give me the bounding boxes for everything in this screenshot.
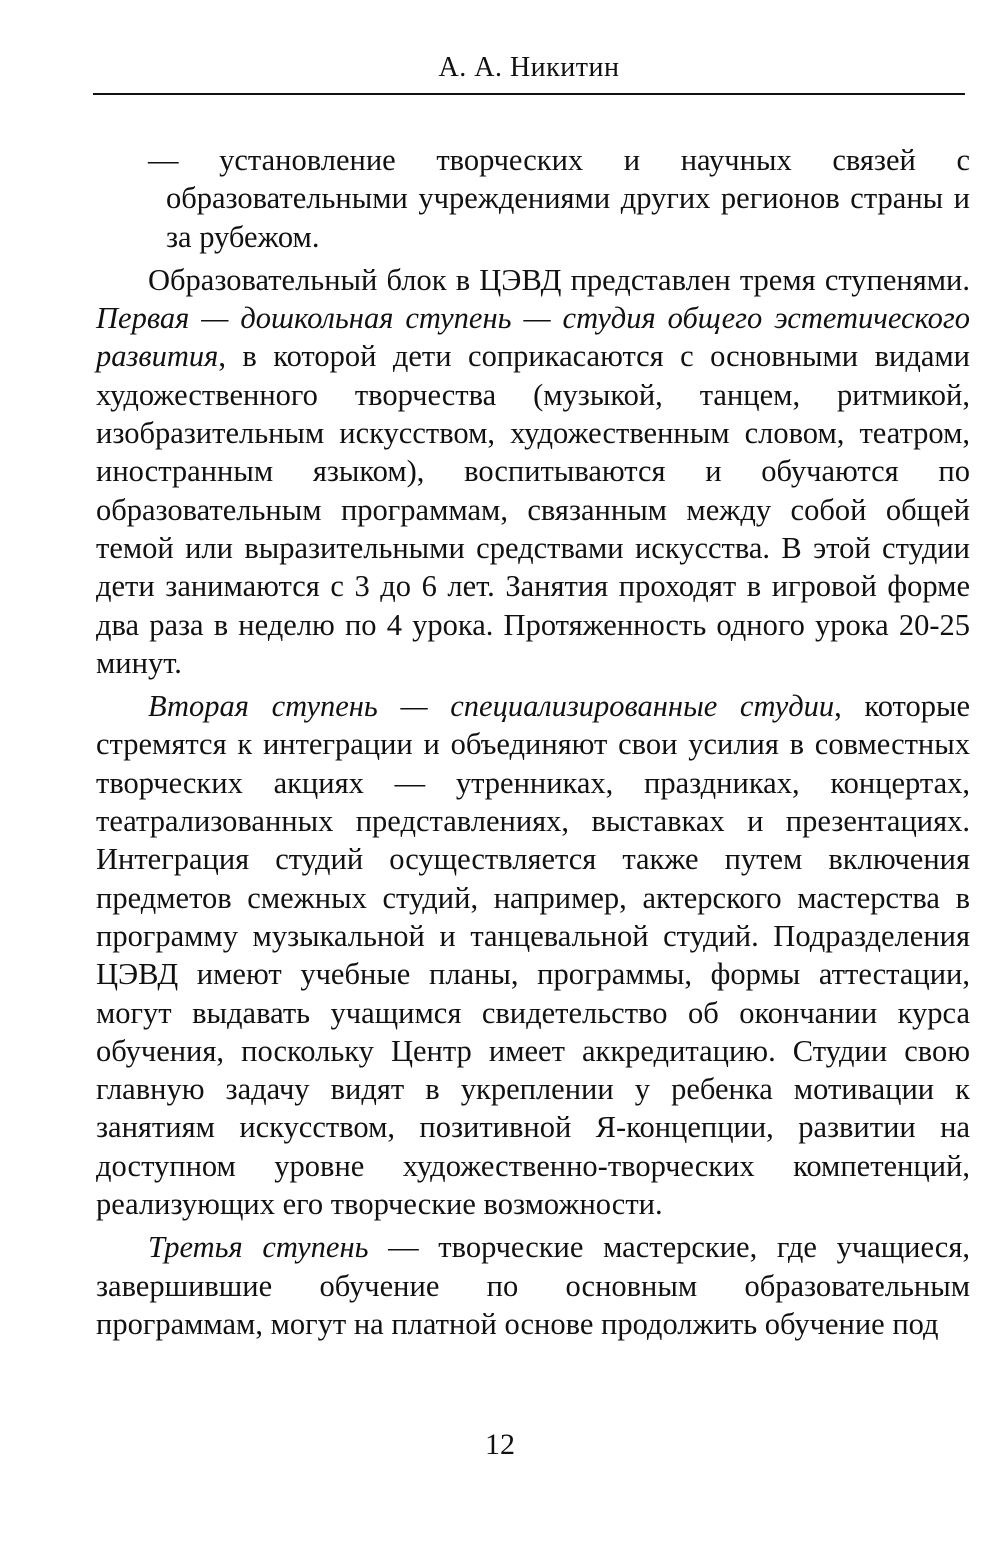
emphasis-first-stage: Первая — дошкольная ступень — студия общего эстетического развития — [96, 301, 970, 374]
running-head: А. А. Никитин — [438, 52, 620, 83]
paragraph-third-stage — [96, 1228, 970, 1343]
paragraph-text: — творческие мастерские, где учащиеся, завершившие обучение по основным образовательным программам, могут на платной основе продолжить обучение под — [96, 1230, 970, 1341]
body-text — [96, 141, 970, 1343]
paragraph-text: , которые стремятся к интеграции и объединяют свои усилия в совместных творческих акциях — утренниках, праздниках, концертах, театрализованных представлениях, выставках и презентациях. Интеграция студий осуществляется также путем включения предметов смежных студий, например, актерского мастерства в программу музыкальной и танцевальной студий. Подразделения ЦЭВД имеют учебные планы, программы, формы аттестации, могут выдавать учащимся свидетельство об окончании курса обучения, поскольку Центр имеет аккредитацию. Студии свою главную задачу видят в укреплении у ребенка мотивации к занятиям искусством, позитивной Я-концепции, развитии на доступном уровне художественно-творческих компетенций, реализующих его творческие возможности. — [96, 689, 971, 1222]
bullet-item: — установление творческих и научных связей с образовательными учреждениями других регионов страны и за рубежом. — [148, 143, 970, 254]
paragraph-education-block — [96, 261, 970, 682]
page-number: 12 — [485, 1428, 515, 1461]
header-rule — [93, 93, 965, 95]
paragraph-text: , в которой дети соприкасаются с основными видами художественного творчества (музыкой, танцем, ритмикой, изобразительным искусством, художественным словом, театром, иностранным языком), воспитываются и обучаются по образовательным программам, связанным между собой общей темой или выразительными средствами искусства. В этой студии дети занимаются с 3 до 6 лет. Занятия проходят в игровой форме два раза в неделю по 4 урока. Протяженность одного урока 20-25 минут. — [96, 339, 970, 680]
paragraph-second-stage — [96, 687, 970, 1223]
emphasis-second-stage: Вторая ступень — специализированные студии — [148, 689, 835, 724]
paragraph-text: Образовательный блок в ЦЭВД представлен тремя ступенями. — [148, 262, 970, 297]
emphasis-third-stage: Третья ступень — [148, 1230, 369, 1265]
